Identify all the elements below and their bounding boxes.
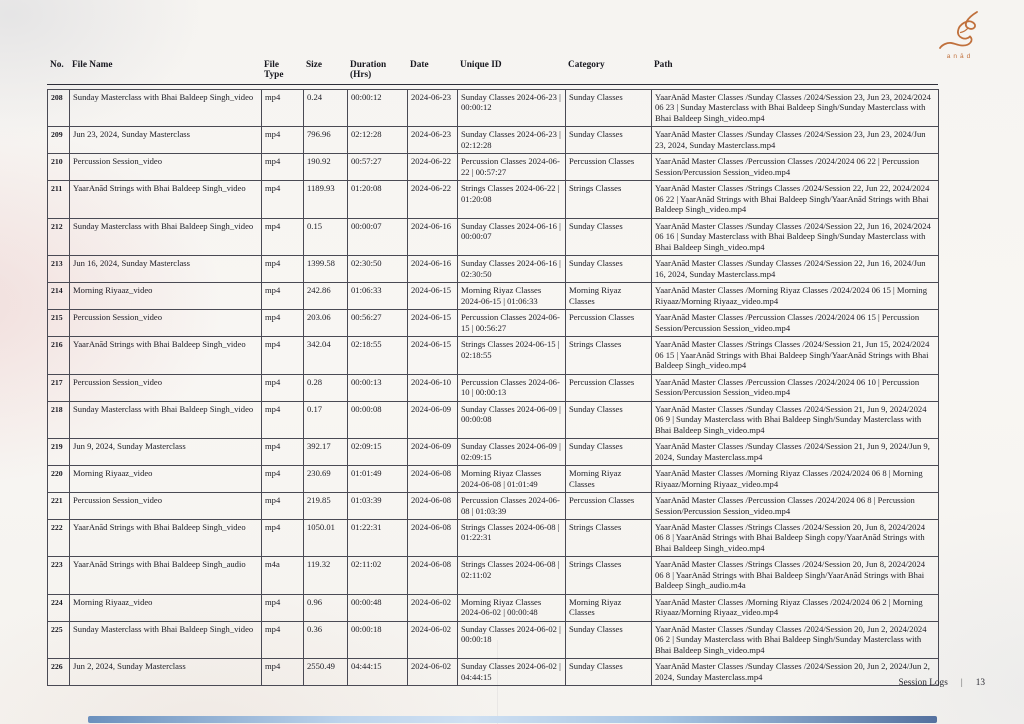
- cell-date: 2024-06-09: [408, 439, 458, 466]
- table-row: [48, 127, 939, 154]
- cell-date: 2024-06-02: [408, 659, 458, 686]
- cell-type: mp4: [262, 154, 304, 181]
- cell-size: 0.36: [304, 621, 348, 658]
- cell-type: mp4: [262, 127, 304, 154]
- cell-no: 221: [48, 493, 70, 520]
- cell-date: 2024-06-02: [408, 594, 458, 621]
- cell-name: Sunday Masterclass with Bhai Baldeep Singh_video: [70, 90, 262, 127]
- cell-name: Sunday Masterclass with Bhai Baldeep Singh_video: [70, 218, 262, 255]
- cell-date: 2024-06-23: [408, 90, 458, 127]
- cell-category: Sunday Classes: [566, 439, 652, 466]
- cell-no: 211: [48, 181, 70, 218]
- cell-size: 0.17: [304, 401, 348, 438]
- cell-path: YaarAnād Master Classes /Strings Classes /2024/Session 22, Jun 22, 2024/2024 06 22 | YaarAnād Strings with Bhai Baldeep Singh/YaarAnād Strings with Bhai Baldeep Singh_video.mp4: [652, 181, 939, 218]
- cell-category: Sunday Classes: [566, 127, 652, 154]
- cell-size: 1399.58: [304, 256, 348, 283]
- cell-no: 217: [48, 374, 70, 401]
- cell-category: Morning Riyaz Classes: [566, 466, 652, 493]
- cell-date: 2024-06-08: [408, 519, 458, 556]
- cell-path: YaarAnād Master Classes /Percussion Classes /2024/2024 06 8 | Percussion Session/Percussion Session_video.mp4: [652, 493, 939, 520]
- cell-type: mp4: [262, 621, 304, 658]
- page-footer: [898, 678, 985, 688]
- cell-duration: 04:44:15: [348, 659, 408, 686]
- cell-duration: 00:56:27: [348, 310, 408, 337]
- column-header-5: Date: [410, 60, 429, 70]
- cell-no: 213: [48, 256, 70, 283]
- cell-date: 2024-06-22: [408, 154, 458, 181]
- table-row: [48, 337, 939, 374]
- cell-duration: 02:11:02: [348, 557, 408, 594]
- cell-name: Jun 9, 2024, Sunday Masterclass: [70, 439, 262, 466]
- footer-separator: |: [960, 678, 963, 688]
- cell-date: 2024-06-08: [408, 493, 458, 520]
- cell-name: YaarAnād Strings with Bhai Baldeep Singh_video: [70, 337, 262, 374]
- logo-wordmark: anād: [946, 53, 974, 60]
- cell-uid: Percussion Classes 2024-06-22 | 00:57:27: [458, 154, 566, 181]
- cell-date: 2024-06-08: [408, 557, 458, 594]
- cell-path: YaarAnād Master Classes /Morning Riyaz Classes /2024/2024 06 8 | Morning Riyaaz/Morning Riyaaz_video.mp4: [652, 466, 939, 493]
- cell-type: mp4: [262, 310, 304, 337]
- cell-type: mp4: [262, 466, 304, 493]
- cell-no: 215: [48, 310, 70, 337]
- cell-uid: Morning Riyaz Classes 2024-06-02 | 00:00:48: [458, 594, 566, 621]
- table-row: [48, 621, 939, 658]
- cell-no: 224: [48, 594, 70, 621]
- cell-category: Strings Classes: [566, 181, 652, 218]
- cell-category: Percussion Classes: [566, 374, 652, 401]
- cell-uid: Sunday Classes 2024-06-23 | 02:12:28: [458, 127, 566, 154]
- cell-name: Percussion Session_video: [70, 154, 262, 181]
- cell-path: YaarAnād Master Classes /Morning Riyaz Classes /2024/2024 06 15 | Morning Riyaaz/Morning Riyaaz_video.mp4: [652, 283, 939, 310]
- cell-size: 0.15: [304, 218, 348, 255]
- cell-date: 2024-06-02: [408, 621, 458, 658]
- cell-path: YaarAnād Master Classes /Sunday Classes /2024/Session 23, Jun 23, 2024/2024 06 23 | Sunday Masterclass with Bhai Baldeep Singh/Sunday Masterclass with Bhai Baldeep Singh_video.mp4: [652, 90, 939, 127]
- table-row: [48, 154, 939, 181]
- cell-duration: 00:00:07: [348, 218, 408, 255]
- cell-no: 208: [48, 90, 70, 127]
- cell-path: YaarAnād Master Classes /Percussion Classes /2024/2024 06 10 | Percussion Session/Percussion Session_video.mp4: [652, 374, 939, 401]
- cell-uid: Sunday Classes 2024-06-16 | 00:00:07: [458, 218, 566, 255]
- cell-size: 242.86: [304, 283, 348, 310]
- cell-name: Morning Riyaaz_video: [70, 594, 262, 621]
- column-header-0: No.: [50, 60, 64, 70]
- cell-path: YaarAnād Master Classes /Sunday Classes /2024/Session 23, Jun 23, 2024/Jun 23, 2024, Sunday Masterclass.mp4: [652, 127, 939, 154]
- cell-duration: 00:00:12: [348, 90, 408, 127]
- cell-path: YaarAnād Master Classes /Sunday Classes /2024/Session 20, Jun 2, 2024/2024 06 2 | Sunday Masterclass with Bhai Baldeep Singh/Sunday Masterclass with Bhai Baldeep Singh_video.mp4: [652, 621, 939, 658]
- cell-duration: 00:00:13: [348, 374, 408, 401]
- cell-no: 219: [48, 439, 70, 466]
- cell-size: 796.96: [304, 127, 348, 154]
- cell-size: 342.04: [304, 337, 348, 374]
- cell-no: 218: [48, 401, 70, 438]
- cell-size: 230.69: [304, 466, 348, 493]
- cell-date: 2024-06-16: [408, 218, 458, 255]
- cell-size: 0.24: [304, 90, 348, 127]
- cell-no: 216: [48, 337, 70, 374]
- cell-size: 119.32: [304, 557, 348, 594]
- table-row: [48, 310, 939, 337]
- cell-uid: Sunday Classes 2024-06-02 | 00:00:18: [458, 621, 566, 658]
- cell-category: Sunday Classes: [566, 90, 652, 127]
- cell-name: Morning Riyaaz_video: [70, 466, 262, 493]
- cell-name: Morning Riyaaz_video: [70, 283, 262, 310]
- table-row: [48, 401, 939, 438]
- cell-size: 2550.49: [304, 659, 348, 686]
- session-log-sheet: [47, 60, 938, 686]
- cell-type: m4a: [262, 557, 304, 594]
- table-row: [48, 594, 939, 621]
- cell-date: 2024-06-15: [408, 310, 458, 337]
- cell-uid: Morning Riyaz Classes 2024-06-15 | 01:06:33: [458, 283, 566, 310]
- table-row: [48, 557, 939, 594]
- column-header-1: File Name: [72, 60, 113, 70]
- cell-category: Morning Riyaz Classes: [566, 283, 652, 310]
- cell-path: YaarAnād Master Classes /Percussion Classes /2024/2024 06 22 | Percussion Session/Percussion Session_video.mp4: [652, 154, 939, 181]
- table-row: [48, 218, 939, 255]
- cell-name: Percussion Session_video: [70, 374, 262, 401]
- table-row: [48, 659, 939, 686]
- cell-no: 220: [48, 466, 70, 493]
- table-row: [48, 519, 939, 556]
- cell-size: 190.92: [304, 154, 348, 181]
- table-row: [48, 283, 939, 310]
- cell-no: 214: [48, 283, 70, 310]
- cell-date: 2024-06-15: [408, 337, 458, 374]
- cell-name: Jun 16, 2024, Sunday Masterclass: [70, 256, 262, 283]
- cell-duration: 02:12:28: [348, 127, 408, 154]
- cell-category: Sunday Classes: [566, 401, 652, 438]
- cell-duration: 00:00:18: [348, 621, 408, 658]
- cell-type: mp4: [262, 337, 304, 374]
- cell-type: mp4: [262, 256, 304, 283]
- cell-date: 2024-06-23: [408, 127, 458, 154]
- cell-uid: Morning Riyaz Classes 2024-06-08 | 01:01:49: [458, 466, 566, 493]
- cell-path: YaarAnād Master Classes /Sunday Classes /2024/Session 21, Jun 9, 2024/2024 06 9 | Sunday Masterclass with Bhai Baldeep Singh/Sunday Masterclass with Bhai Baldeep Singh_video.mp4: [652, 401, 939, 438]
- cell-category: Morning Riyaz Classes: [566, 594, 652, 621]
- cell-category: Percussion Classes: [566, 310, 652, 337]
- cell-path: YaarAnād Master Classes /Sunday Classes /2024/Session 20, Jun 2, 2024/Jun 2, 2024, Sunday Masterclass.mp4: [652, 659, 939, 686]
- cell-date: 2024-06-16: [408, 256, 458, 283]
- column-header-2: File Type: [264, 60, 284, 80]
- cell-size: 1189.93: [304, 181, 348, 218]
- cell-uid: Strings Classes 2024-06-22 | 01:20:08: [458, 181, 566, 218]
- cell-path: YaarAnād Master Classes /Sunday Classes /2024/Session 22, Jun 16, 2024/Jun 16, 2024, Sunday Masterclass.mp4: [652, 256, 939, 283]
- cell-category: Percussion Classes: [566, 493, 652, 520]
- column-header-7: Category: [568, 60, 605, 70]
- footer-title: Session Logs: [898, 678, 948, 688]
- session-log-table: [47, 89, 939, 686]
- cell-duration: 01:06:33: [348, 283, 408, 310]
- cell-duration: 01:03:39: [348, 493, 408, 520]
- cell-category: Strings Classes: [566, 557, 652, 594]
- cell-type: mp4: [262, 90, 304, 127]
- cell-category: Sunday Classes: [566, 218, 652, 255]
- cell-category: Strings Classes: [566, 519, 652, 556]
- table-row: [48, 181, 939, 218]
- cell-type: mp4: [262, 439, 304, 466]
- cell-uid: Sunday Classes 2024-06-02 | 04:44:15: [458, 659, 566, 686]
- cell-uid: Sunday Classes 2024-06-23 | 00:00:12: [458, 90, 566, 127]
- cell-uid: Percussion Classes 2024-06-08 | 01:03:39: [458, 493, 566, 520]
- brand-logo: [924, 10, 996, 60]
- table-row: [48, 493, 939, 520]
- cell-duration: 00:00:08: [348, 401, 408, 438]
- cell-type: mp4: [262, 659, 304, 686]
- cell-name: YaarAnād Strings with Bhai Baldeep Singh_audio: [70, 557, 262, 594]
- cell-name: Jun 2, 2024, Sunday Masterclass: [70, 659, 262, 686]
- cell-type: mp4: [262, 374, 304, 401]
- table-row: [48, 439, 939, 466]
- column-header-3: Size: [306, 60, 323, 70]
- cell-duration: 00:57:27: [348, 154, 408, 181]
- cell-size: 0.96: [304, 594, 348, 621]
- cell-uid: Sunday Classes 2024-06-09 | 02:09:15: [458, 439, 566, 466]
- cell-uid: Percussion Classes 2024-06-10 | 00:00:13: [458, 374, 566, 401]
- page-number: 13: [975, 678, 985, 688]
- cell-path: YaarAnād Master Classes /Strings Classes /2024/Session 21, Jun 15, 2024/2024 06 15 | YaarAnād Strings with Bhai Baldeep Singh/YaarAnād Strings with Bhai Baldeep Singh_video.mp4: [652, 337, 939, 374]
- cell-category: Percussion Classes: [566, 154, 652, 181]
- cell-duration: 02:09:15: [348, 439, 408, 466]
- cell-size: 0.28: [304, 374, 348, 401]
- cell-type: mp4: [262, 181, 304, 218]
- cell-category: Sunday Classes: [566, 256, 652, 283]
- cell-name: Sunday Masterclass with Bhai Baldeep Singh_video: [70, 401, 262, 438]
- cell-no: 210: [48, 154, 70, 181]
- cell-category: Sunday Classes: [566, 621, 652, 658]
- cell-duration: 02:30:50: [348, 256, 408, 283]
- cell-type: mp4: [262, 218, 304, 255]
- cell-type: mp4: [262, 493, 304, 520]
- table-row: [48, 466, 939, 493]
- cell-date: 2024-06-08: [408, 466, 458, 493]
- cell-name: YaarAnād Strings with Bhai Baldeep Singh_video: [70, 519, 262, 556]
- column-header-8: Path: [654, 60, 673, 70]
- cell-category: Sunday Classes: [566, 659, 652, 686]
- cell-duration: 00:00:48: [348, 594, 408, 621]
- header-rule: [47, 84, 938, 85]
- column-header-4: Duration (Hrs): [350, 60, 387, 80]
- cell-size: 219.85: [304, 493, 348, 520]
- cell-no: 209: [48, 127, 70, 154]
- footer-accent-bar: [88, 716, 937, 723]
- cell-name: Percussion Session_video: [70, 493, 262, 520]
- cell-type: mp4: [262, 519, 304, 556]
- cell-path: YaarAnād Master Classes /Strings Classes /2024/Session 20, Jun 8, 2024/2024 06 8 | YaarAnād Strings with Bhai Baldeep Singh/YaarAnād Strings with Bhai Baldeep Singh_audio.m4a: [652, 557, 939, 594]
- cell-path: YaarAnād Master Classes /Sunday Classes /2024/Session 22, Jun 16, 2024/2024 06 16 | Sunday Masterclass with Bhai Baldeep Singh/Sunday Masterclass with Bhai Baldeep Singh_video.mp4: [652, 218, 939, 255]
- cell-uid: Strings Classes 2024-06-08 | 02:11:02: [458, 557, 566, 594]
- table-row: [48, 256, 939, 283]
- cell-path: YaarAnād Master Classes /Strings Classes /2024/Session 20, Jun 8, 2024/2024 06 8 | YaarAnād Strings with Bhai Baldeep Singh copy/YaarAnād Strings with Bhai Baldeep Singh_video.mp4: [652, 519, 939, 556]
- cell-no: 225: [48, 621, 70, 658]
- cell-name: Percussion Session_video: [70, 310, 262, 337]
- cell-no: 212: [48, 218, 70, 255]
- cell-size: 392.17: [304, 439, 348, 466]
- cell-date: 2024-06-22: [408, 181, 458, 218]
- cell-uid: Strings Classes 2024-06-15 | 02:18:55: [458, 337, 566, 374]
- cell-type: mp4: [262, 283, 304, 310]
- cell-uid: Sunday Classes 2024-06-09 | 00:00:08: [458, 401, 566, 438]
- cell-uid: Strings Classes 2024-06-08 | 01:22:31: [458, 519, 566, 556]
- cell-duration: 02:18:55: [348, 337, 408, 374]
- table-row: [48, 90, 939, 127]
- cell-path: YaarAnād Master Classes /Sunday Classes /2024/Session 21, Jun 9, 2024/Jun 9, 2024, Sunday Masterclass.mp4: [652, 439, 939, 466]
- cell-duration: 01:20:08: [348, 181, 408, 218]
- cell-name: Jun 23, 2024, Sunday Masterclass: [70, 127, 262, 154]
- cell-name: YaarAnād Strings with Bhai Baldeep Singh_video: [70, 181, 262, 218]
- column-header-6: Unique ID: [460, 60, 502, 70]
- cell-date: 2024-06-15: [408, 283, 458, 310]
- cell-size: 1050.01: [304, 519, 348, 556]
- cell-no: 222: [48, 519, 70, 556]
- cell-path: YaarAnād Master Classes /Percussion Classes /2024/2024 06 15 | Percussion Session/Percussion Session_video.mp4: [652, 310, 939, 337]
- cell-duration: 01:01:49: [348, 466, 408, 493]
- table-row: [48, 374, 939, 401]
- cell-size: 203.06: [304, 310, 348, 337]
- cell-path: YaarAnād Master Classes /Morning Riyaz Classes /2024/2024 06 2 | Morning Riyaaz/Morning Riyaaz_video.mp4: [652, 594, 939, 621]
- cell-category: Strings Classes: [566, 337, 652, 374]
- cell-type: mp4: [262, 594, 304, 621]
- cell-type: mp4: [262, 401, 304, 438]
- cell-duration: 01:22:31: [348, 519, 408, 556]
- table-header-row: [47, 60, 938, 83]
- cell-no: 226: [48, 659, 70, 686]
- logo-swirl-icon: [933, 10, 987, 52]
- cell-name: Sunday Masterclass with Bhai Baldeep Singh_video: [70, 621, 262, 658]
- cell-no: 223: [48, 557, 70, 594]
- cell-uid: Sunday Classes 2024-06-16 | 02:30:50: [458, 256, 566, 283]
- cell-date: 2024-06-10: [408, 374, 458, 401]
- cell-uid: Percussion Classes 2024-06-15 | 00:56:27: [458, 310, 566, 337]
- cell-date: 2024-06-09: [408, 401, 458, 438]
